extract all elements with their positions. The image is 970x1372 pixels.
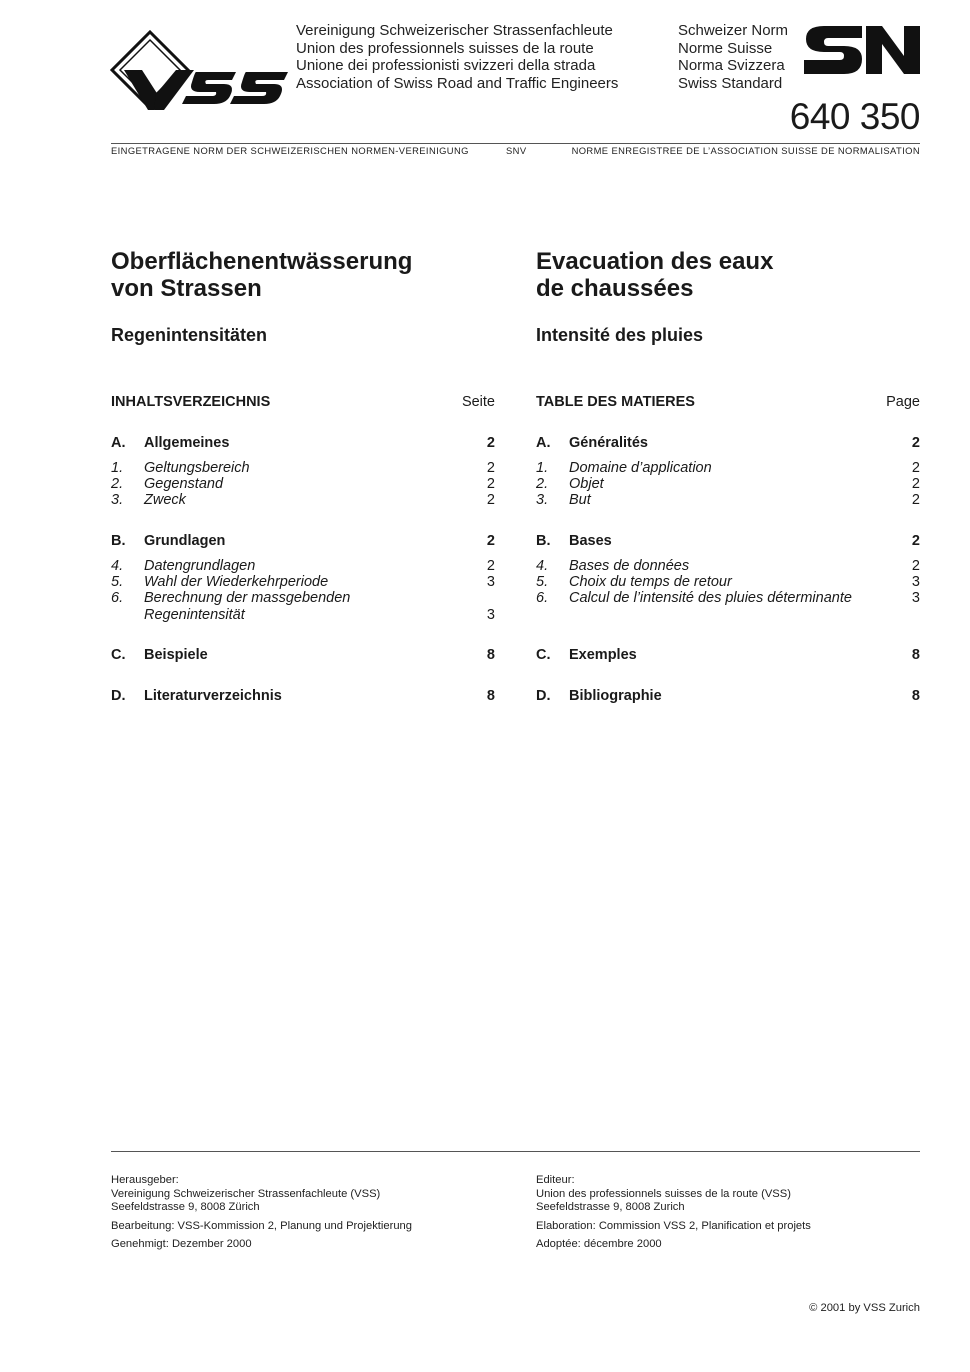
toc-page: 8 (911, 688, 920, 704)
toc-num: D. (536, 688, 551, 704)
toc-text: Zweck (144, 492, 186, 508)
org-name-fr: Union des professionnels suisses de la route (296, 39, 594, 57)
title-de-line1: Oberflächenentwässerung (111, 248, 413, 275)
toc-page: 2 (911, 492, 920, 508)
toc-page: 2 (911, 476, 920, 492)
toc-page: 2 (486, 476, 495, 492)
toc-num: C. (536, 647, 551, 663)
toc-num: 4. (111, 558, 124, 574)
toc-de-header (111, 394, 495, 412)
toc-num: B. (111, 533, 126, 549)
toc-num: 1. (111, 460, 124, 476)
toc-text: Berechnung der massgebenden (144, 590, 351, 606)
organization-names (296, 22, 618, 92)
title-de-line2: von Strassen (111, 275, 262, 302)
toc-page: 3 (486, 574, 495, 590)
norm-label-fr: Norme Suisse (678, 39, 773, 57)
toc-page: 2 (486, 460, 495, 476)
sn-logo (804, 26, 920, 74)
title-de (111, 248, 412, 302)
toc-text: Allgemeines (144, 435, 230, 451)
toc-page: 2 (911, 558, 920, 574)
toc-num: B. (536, 533, 551, 549)
toc-page: 2 (486, 492, 495, 508)
toc-text: Bases de données (569, 558, 690, 574)
processing-de: Bearbeitung: VSS-Kommission 2, Planung und Projektierung (111, 1219, 412, 1232)
toc-num: 6. (111, 590, 124, 606)
toc-num: C. (111, 647, 126, 663)
vss-logo (110, 30, 290, 112)
toc-num: A. (111, 435, 126, 451)
registration-text-fr: NORME ENREGISTREE DE L’ASSOCIATION SUISSE DE NORMALISATION (571, 145, 920, 156)
title-fr (536, 248, 773, 302)
toc-num: 3. (111, 492, 124, 508)
footer-divider (111, 1151, 920, 1152)
toc-num: 2. (111, 476, 124, 492)
toc-page: 2 (486, 533, 495, 549)
toc-num: A. (536, 435, 551, 451)
org-name-it: Unione dei professionisti svizzeri della strada (296, 57, 596, 75)
footer-fr (536, 1174, 811, 1252)
publisher-name-de: Vereinigung Schweizerischer Strassenfachleute (VSS) (111, 1187, 381, 1200)
toc-text: Beispiele (144, 647, 208, 663)
publisher-address-fr: Seefeldstrasse 9, 8008 Zurich (536, 1201, 685, 1214)
toc-page: 3 (911, 590, 920, 606)
toc-de-heading: INHALTSVERZEICHNIS (111, 394, 271, 410)
toc-text: Literaturverzeichnis (144, 688, 282, 704)
toc-page: 2 (911, 460, 920, 476)
header-divider (111, 143, 920, 144)
norm-label-it: Norma Svizzera (678, 57, 785, 75)
registration-text-de: EINGETRAGENE NORM DER SCHWEIZERISCHEN NORMEN-VEREINIGUNG (111, 145, 469, 156)
toc-page: 3 (911, 574, 920, 590)
toc-page: 2 (486, 435, 495, 451)
toc-text: Bases (569, 533, 612, 549)
copyright: © 2001 by VSS Zurich (809, 1302, 920, 1314)
org-name-de: Vereinigung Schweizerischer Strassenfachleute (296, 22, 613, 39)
toc-text: Regenintensität (144, 607, 245, 623)
toc-de-page-label: Seite (461, 394, 495, 410)
publisher-address-de: Seefeldstrasse 9, 8008 Zürich (111, 1201, 260, 1214)
toc-text: Bibliographie (569, 688, 662, 704)
toc-page: 8 (486, 688, 495, 704)
publisher-label-fr: Editeur: (536, 1174, 575, 1186)
toc-page: 8 (486, 647, 495, 663)
toc-page: 2 (911, 435, 920, 451)
toc-text: Datengrundlagen (144, 558, 256, 574)
norm-number: 640 350 (789, 96, 920, 137)
toc-page: 2 (911, 533, 920, 549)
toc-page: 8 (911, 647, 920, 663)
subtitle-fr: Intensité des pluies (536, 325, 704, 345)
toc-page: 3 (486, 607, 495, 623)
publisher-label-de: Herausgeber: (111, 1174, 179, 1186)
toc-num: 6. (536, 590, 549, 606)
toc-text: Exemples (569, 647, 637, 663)
title-fr-line1: Evacuation des eaux (536, 248, 774, 275)
toc-text: Généralités (569, 435, 648, 451)
norm-label-de: Schweizer Norm (678, 22, 789, 39)
toc-text: Domaine d’application (569, 460, 712, 476)
publisher-name-fr: Union des professionnels suisses de la route (VSS) (536, 1187, 791, 1200)
toc-text: Choix du temps de retour (569, 574, 732, 590)
toc-num: 5. (111, 574, 124, 590)
norm-labels (678, 22, 788, 92)
toc-text: But (569, 492, 591, 508)
toc-text: Wahl der Wiederkehrperiode (144, 574, 329, 590)
toc-num: 3. (536, 492, 549, 508)
toc-text: Gegenstand (144, 476, 224, 492)
toc-text: Grundlagen (144, 533, 226, 549)
toc-num: 1. (536, 460, 549, 476)
toc-page: 2 (486, 558, 495, 574)
toc-fr-heading: TABLE DES MATIERES (536, 394, 695, 410)
toc-text: Objet (569, 476, 604, 492)
processing-fr: Elaboration: Commission VSS 2, Planification et projets (536, 1219, 811, 1232)
toc-num: 4. (536, 558, 549, 574)
toc-num: 2. (536, 476, 549, 492)
footer-de (111, 1174, 412, 1252)
toc-text: Calcul de l’intensité des pluies déterminante (569, 590, 852, 606)
title-fr-line2: de chaussées (536, 275, 694, 302)
registration-snv: SNV (506, 145, 527, 156)
subtitle-de: Regenintensitäten (111, 325, 268, 345)
toc-num: 5. (536, 574, 549, 590)
org-name-en: Association of Swiss Road and Traffic Engineers (296, 74, 619, 92)
norm-label-en: Swiss Standard (678, 74, 783, 92)
approved-de: Genehmigt: Dezember 2000 (111, 1238, 252, 1251)
toc-text: Geltungsbereich (144, 460, 250, 476)
toc-fr-page-label: Page (886, 394, 920, 410)
toc-fr-header (536, 394, 920, 412)
toc-num: D. (111, 688, 126, 704)
approved-fr: Adoptée: décembre 2000 (536, 1238, 662, 1251)
